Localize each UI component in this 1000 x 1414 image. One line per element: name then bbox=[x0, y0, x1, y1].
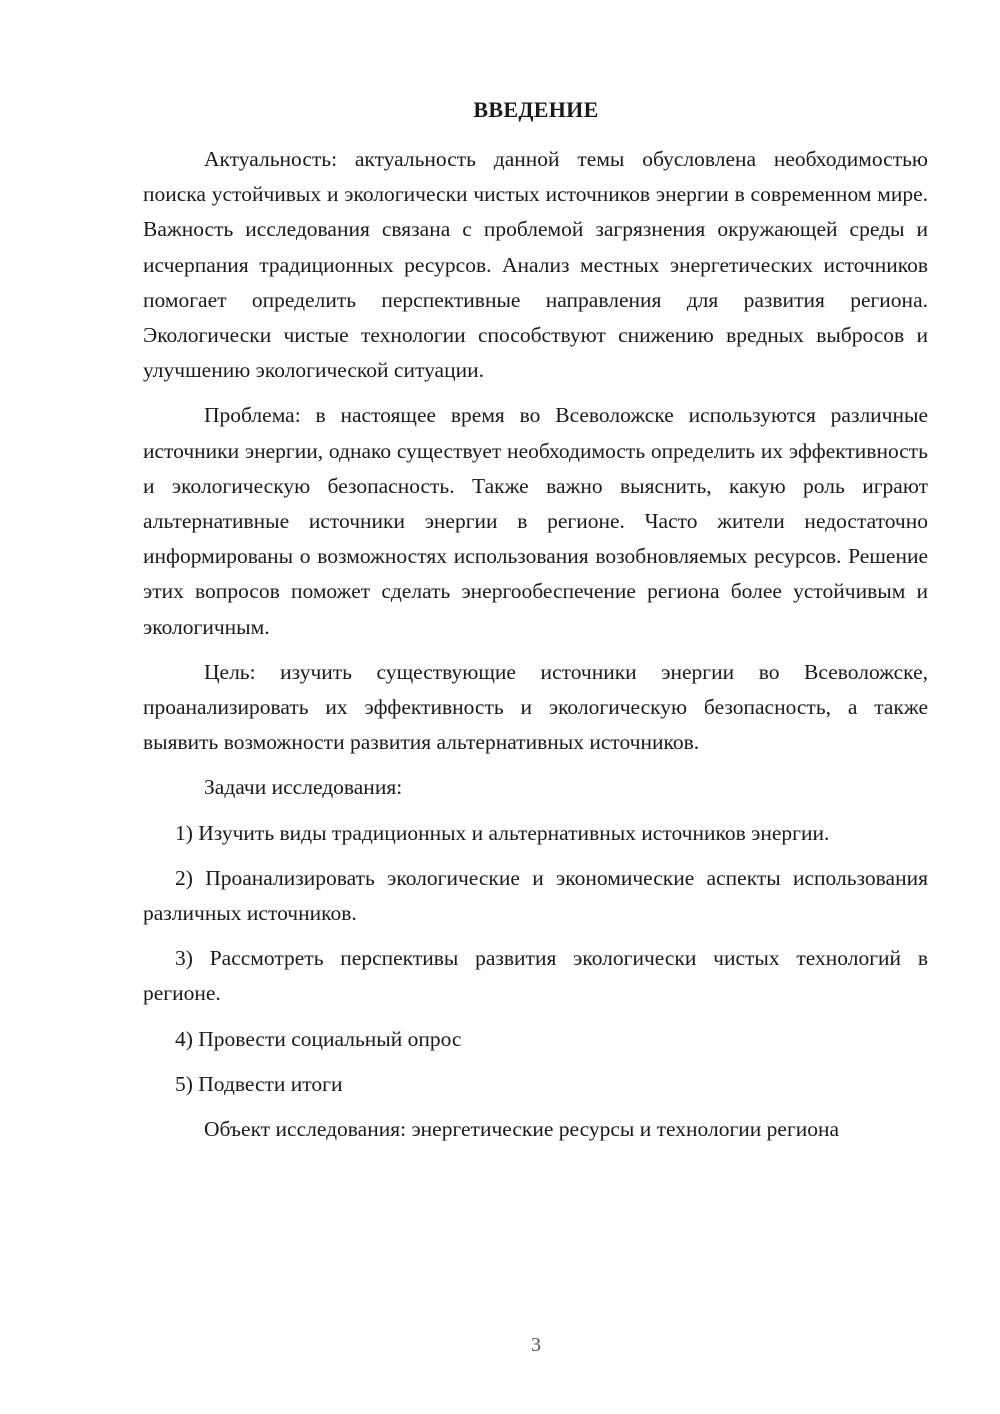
object-paragraph: Объект исследования: энергетические ресурсы и технологии региона bbox=[204, 1117, 840, 1142]
task-item-3: 3) Рассмотреть перспективы развития экологически чистых технологий в регионе. bbox=[143, 946, 928, 1006]
page-number: 3 bbox=[531, 1334, 541, 1356]
task-item-1: 1) Изучить виды традиционных и альтернативных источников энергии. bbox=[175, 820, 830, 845]
task-item-2: 2) Проанализировать экологические и экономические аспекты использования различных источников. bbox=[143, 865, 928, 926]
problem-paragraph: Проблема: в настоящее время во Всеволожске используются различные источники энергии, однако существует необходимость определить их эффективность и экологическую безопасность. Также важно выяснить, какую роль играют альтернативные источники энергии в регионе. Часто жители недостаточно информированы о возможностях использования возобновляемых ресурсов. Решение этих вопросов поможет сделать энергообеспечение региона более устойчивым и экологичным. bbox=[143, 403, 928, 639]
goal-paragraph: Цель: изучить существующие источники энергии во Всеволожске, проанализировать их эффективность и экологическую безопасность, а также выявить возможности развития альтернативных источников. bbox=[143, 659, 928, 755]
relevance-paragraph: Актуальность: актуальность данной темы обусловлена необходимостью поиска устойчивых и экологически чистых источников энергии в современном мире. Важность исследования связана с проблемой загрязнения окружающей среды и исчерпания традиционных ресурсов. Анализ местных энергетических источников помогает определить перспективные направления для развития региона. Экологически чистые технологии способствуют снижению вредных выбросов и улучшению экологической ситуации. bbox=[143, 147, 928, 383]
document-body bbox=[143, 142, 928, 1147]
section-heading: ВВЕДЕНИЕ bbox=[473, 97, 599, 122]
task-item-5: 5) Подвести итоги bbox=[175, 1071, 343, 1096]
tasks-heading: Задачи исследования: bbox=[204, 775, 403, 800]
task-item-4: 4) Провести социальный опрос bbox=[175, 1026, 462, 1051]
